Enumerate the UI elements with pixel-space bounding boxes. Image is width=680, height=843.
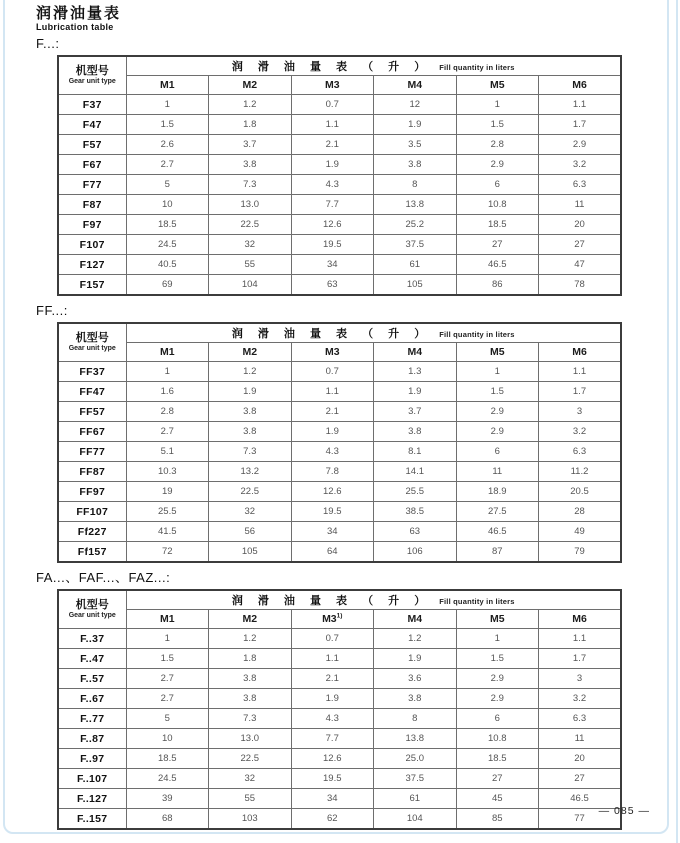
fill-quantity-value: 3.7 — [374, 402, 457, 422]
fill-quantity-value: 34 — [291, 789, 374, 809]
fill-quantity-value: 0.7 — [291, 95, 374, 115]
fill-quantity-value: 2.9 — [456, 422, 539, 442]
table-row — [58, 255, 621, 275]
column-header-m3: M3$^{1)}$ — [291, 610, 374, 629]
fill-quantity-label-en: Fill quantity in liters — [439, 330, 515, 339]
section-f — [36, 36, 680, 296]
fill-quantity-value: 22.5 — [209, 215, 292, 235]
fill-quantity-value: 2.1 — [291, 135, 374, 155]
fill-quantity-value: 14.1 — [374, 462, 457, 482]
table-row — [58, 422, 621, 442]
fill-quantity-value: 22.5 — [209, 482, 292, 502]
fill-quantity-value: 24.5 — [126, 769, 209, 789]
fill-quantity-value: 39 — [126, 789, 209, 809]
gear-unit-type-label-zh: 机型号 — [75, 65, 109, 77]
fill-quantity-value: 45 — [456, 789, 539, 809]
lubrication-table-fa — [57, 589, 622, 830]
fill-quantity-value: 37.5 — [374, 769, 457, 789]
gear-unit-type-label-en: Gear unit type — [68, 345, 116, 352]
section-label: FF...: — [36, 303, 68, 318]
fill-quantity-value: 3.8 — [209, 689, 292, 709]
fill-quantity-value: 2.9 — [456, 689, 539, 709]
fill-quantity-value: 40.5 — [126, 255, 209, 275]
fill-quantity-value: 55 — [209, 789, 292, 809]
fill-quantity-value: 64 — [291, 542, 374, 563]
fill-quantity-value: 0.7 — [291, 362, 374, 382]
fill-quantity-value: 1.9 — [291, 422, 374, 442]
fill-quantity-value: 55 — [209, 255, 292, 275]
fill-quantity-value: 1 — [456, 629, 539, 649]
fill-quantity-value: 63 — [291, 275, 374, 296]
fill-quantity-value: 32 — [209, 235, 292, 255]
page-subtitle: Lubrication table — [36, 22, 114, 32]
table-row — [58, 482, 621, 502]
fill-quantity-value: 1.3 — [374, 362, 457, 382]
gear-unit-type-label-zh: 机型号 — [75, 599, 109, 611]
gear-unit-model: FF37 — [58, 362, 126, 382]
fill-quantity-value: 13.2 — [209, 462, 292, 482]
fill-quantity-value: 2.8 — [456, 135, 539, 155]
fill-quantity-value: 1 — [126, 362, 209, 382]
fill-quantity-value: 2.7 — [126, 689, 209, 709]
table-row — [58, 175, 621, 195]
fill-quantity-value: 25.5 — [126, 502, 209, 522]
fill-quantity-value: 22.5 — [209, 749, 292, 769]
fill-quantity-label-zh: 润 滑 油 量 表 （ 升 ） — [231, 595, 432, 607]
fill-quantity-value: 3.2 — [539, 422, 622, 442]
fill-quantity-value: 1.1 — [291, 649, 374, 669]
fill-quantity-value: 12.6 — [291, 482, 374, 502]
fill-quantity-value: 6 — [456, 175, 539, 195]
fill-quantity-value: 4.3 — [291, 442, 374, 462]
gear-unit-model: F..57 — [58, 669, 126, 689]
fill-quantity-value: 10 — [126, 195, 209, 215]
fill-quantity-value: 4.3 — [291, 709, 374, 729]
column-header-m6: M6 — [539, 610, 622, 629]
table-row — [58, 362, 621, 382]
fill-quantity-value: 1.2 — [209, 629, 292, 649]
fill-quantity-value: 2.9 — [456, 669, 539, 689]
table-row — [58, 155, 621, 175]
table-row — [58, 649, 621, 669]
fill-quantity-value: 3 — [539, 402, 622, 422]
fill-quantity-value: 27 — [456, 235, 539, 255]
fill-quantity-value: 104 — [209, 275, 292, 296]
table-row — [58, 95, 621, 115]
fill-quantity-value: 5 — [126, 709, 209, 729]
column-header-row — [58, 610, 621, 629]
fill-quantity-label-zh: 润 滑 油 量 表 （ 升 ） — [231, 328, 432, 340]
gear-unit-model: F..127 — [58, 789, 126, 809]
fill-quantity-value: 11.2 — [539, 462, 622, 482]
fill-quantity-value: 2.7 — [126, 422, 209, 442]
fill-quantity-value: 27 — [539, 235, 622, 255]
table-row — [58, 275, 621, 296]
fill-quantity-value: 86 — [456, 275, 539, 296]
fill-quantity-value: 27.5 — [456, 502, 539, 522]
fill-quantity-value: 19 — [126, 482, 209, 502]
column-header-m2: M2 — [209, 610, 292, 629]
fill-quantity-value: 1.8 — [209, 649, 292, 669]
fill-quantity-value: 105 — [209, 542, 292, 563]
table-row — [58, 115, 621, 135]
fill-quantity-value: 1.7 — [539, 649, 622, 669]
fill-quantity-value: 3.8 — [374, 689, 457, 709]
column-header-m5: M5 — [456, 343, 539, 362]
gear-unit-model: F..157 — [58, 809, 126, 830]
lubrication-table-f — [57, 55, 622, 296]
lubrication-table-ff — [57, 322, 622, 563]
gear-unit-model: F67 — [58, 155, 126, 175]
fill-quantity-value: 34 — [291, 255, 374, 275]
fill-quantity-value: 3.6 — [374, 669, 457, 689]
fill-quantity-value: 104 — [374, 809, 457, 830]
fill-quantity-value: 1.7 — [539, 115, 622, 135]
fill-quantity-value: 2.9 — [456, 155, 539, 175]
fill-quantity-value: 1.9 — [291, 155, 374, 175]
table-header-row — [58, 323, 621, 343]
fill-quantity-value: 11 — [539, 195, 622, 215]
fill-quantity-value: 7.7 — [291, 729, 374, 749]
fill-quantity-value: 3.8 — [209, 422, 292, 442]
fill-quantity-value: 10.8 — [456, 729, 539, 749]
fill-quantity-value: 46.5 — [456, 522, 539, 542]
column-header-m1: M1 — [126, 343, 209, 362]
gear-unit-model: F97 — [58, 215, 126, 235]
fill-quantity-value: 32 — [209, 769, 292, 789]
fill-quantity-value: 13.0 — [209, 729, 292, 749]
fill-quantity-value: 2.1 — [291, 402, 374, 422]
fill-quantity-value: 1.8 — [209, 115, 292, 135]
fill-quantity-value: 7.7 — [291, 195, 374, 215]
fill-quantity-value: 10.3 — [126, 462, 209, 482]
fill-quantity-value: 11 — [539, 729, 622, 749]
gear-unit-model: F47 — [58, 115, 126, 135]
table-header-row — [58, 56, 621, 76]
fill-quantity-value: 1.5 — [456, 115, 539, 135]
fill-quantity-value: 103 — [209, 809, 292, 830]
fill-quantity-value: 3.2 — [539, 155, 622, 175]
fill-quantity-value: 61 — [374, 789, 457, 809]
gear-unit-model: F..77 — [58, 709, 126, 729]
table-row — [58, 462, 621, 482]
gear-unit-model: F127 — [58, 255, 126, 275]
table-row — [58, 135, 621, 155]
column-header-m4: M4 — [374, 610, 457, 629]
table-row — [58, 502, 621, 522]
column-header-m2: M2 — [209, 343, 292, 362]
fill-quantity-value: 1.1 — [291, 382, 374, 402]
fill-quantity-value: 41.5 — [126, 522, 209, 542]
gear-unit-model: Ff157 — [58, 542, 126, 563]
table-row — [58, 789, 621, 809]
fill-quantity-value: 12 — [374, 95, 457, 115]
table-row — [58, 382, 621, 402]
fill-quantity-value: 12.6 — [291, 215, 374, 235]
fill-quantity-value: 46.5 — [539, 789, 622, 809]
fill-quantity-value: 24.5 — [126, 235, 209, 255]
fill-quantity-value: 1.5 — [126, 649, 209, 669]
fill-quantity-value: 6 — [456, 709, 539, 729]
fill-quantity-value: 1.9 — [374, 649, 457, 669]
fill-quantity-value: 38.5 — [374, 502, 457, 522]
fill-quantity-value: 1.1 — [539, 95, 622, 115]
page-number: — 085 — — [598, 805, 650, 817]
fill-quantity-value: 2.9 — [539, 135, 622, 155]
fill-quantity-value: 6 — [456, 442, 539, 462]
table-row — [58, 689, 621, 709]
table-row — [58, 215, 621, 235]
fill-quantity-value: 69 — [126, 275, 209, 296]
fill-quantity-value: 1.5 — [456, 649, 539, 669]
fill-quantity-value: 25.2 — [374, 215, 457, 235]
column-header-m6: M6 — [539, 343, 622, 362]
fill-quantity-value: 1.6 — [126, 382, 209, 402]
table-row — [58, 769, 621, 789]
fill-quantity-value: 1.9 — [291, 689, 374, 709]
fill-quantity-value: 34 — [291, 522, 374, 542]
gear-unit-model: FF107 — [58, 502, 126, 522]
column-header-m3: M3 — [291, 343, 374, 362]
fill-quantity-value: 61 — [374, 255, 457, 275]
fill-quantity-value: 1.1 — [539, 362, 622, 382]
fill-quantity-value: 5.1 — [126, 442, 209, 462]
gear-unit-type-label-zh: 机型号 — [75, 332, 109, 344]
table-row — [58, 749, 621, 769]
table-row — [58, 235, 621, 255]
gear-unit-model: F..97 — [58, 749, 126, 769]
gear-unit-type-header — [58, 56, 126, 95]
fill-quantity-value: 1.9 — [374, 382, 457, 402]
fill-quantity-value: 19.5 — [291, 235, 374, 255]
gear-unit-model: F107 — [58, 235, 126, 255]
table-row — [58, 542, 621, 563]
column-header-m3: M3 — [291, 76, 374, 95]
fill-quantity-value: 1.9 — [209, 382, 292, 402]
fill-quantity-value: 85 — [456, 809, 539, 830]
fill-quantity-value: 20.5 — [539, 482, 622, 502]
fill-quantity-value: 18.9 — [456, 482, 539, 502]
fill-quantity-value: 28 — [539, 502, 622, 522]
fill-quantity-value: 106 — [374, 542, 457, 563]
fill-quantity-value: 1.9 — [374, 115, 457, 135]
fill-quantity-value: 2.9 — [456, 402, 539, 422]
fill-quantity-value: 7.3 — [209, 709, 292, 729]
fill-quantity-value: 1.2 — [209, 95, 292, 115]
fill-quantity-label-zh: 润 滑 油 量 表 （ 升 ） — [231, 61, 432, 73]
fill-quantity-value: 2.7 — [126, 669, 209, 689]
gear-unit-model: F..37 — [58, 629, 126, 649]
fill-quantity-value: 13.8 — [374, 729, 457, 749]
fill-quantity-value: 3.8 — [209, 155, 292, 175]
fill-quantity-value: 11 — [456, 462, 539, 482]
fill-quantity-value: 87 — [456, 542, 539, 563]
fill-quantity-value: 2.6 — [126, 135, 209, 155]
fill-quantity-value: 27 — [539, 769, 622, 789]
fill-quantity-value: 1.5 — [126, 115, 209, 135]
gear-unit-model: FF87 — [58, 462, 126, 482]
fill-quantity-value: 18.5 — [126, 749, 209, 769]
gear-unit-model: F37 — [58, 95, 126, 115]
fill-quantity-header — [126, 590, 621, 610]
fill-quantity-value: 68 — [126, 809, 209, 830]
fill-quantity-value: 19.5 — [291, 502, 374, 522]
gear-unit-model: F..67 — [58, 689, 126, 709]
table-row — [58, 442, 621, 462]
fill-quantity-header — [126, 56, 621, 76]
fill-quantity-value: 3.2 — [539, 689, 622, 709]
fill-quantity-value: 18.5 — [456, 215, 539, 235]
fill-quantity-value: 6.3 — [539, 175, 622, 195]
fill-quantity-value: 1.1 — [291, 115, 374, 135]
gear-unit-model: F157 — [58, 275, 126, 296]
gear-unit-model: F57 — [58, 135, 126, 155]
fill-quantity-value: 3.7 — [209, 135, 292, 155]
fill-quantity-value: 8.1 — [374, 442, 457, 462]
gear-unit-type-header — [58, 590, 126, 629]
fill-quantity-value: 8 — [374, 709, 457, 729]
section-ff — [36, 303, 680, 563]
fill-quantity-value: 20 — [539, 749, 622, 769]
section-label: FA...、FAF...、FAZ...: — [36, 570, 171, 585]
column-header-m4: M4 — [374, 76, 457, 95]
fill-quantity-value: 1.2 — [374, 629, 457, 649]
fill-quantity-value: 1.2 — [209, 362, 292, 382]
fill-quantity-value: 3.8 — [374, 155, 457, 175]
table-body — [58, 629, 621, 830]
fill-quantity-value: 3.5 — [374, 135, 457, 155]
fill-quantity-value: 47 — [539, 255, 622, 275]
fill-quantity-value: 7.8 — [291, 462, 374, 482]
fill-quantity-value: 1 — [456, 362, 539, 382]
gear-unit-model: FF77 — [58, 442, 126, 462]
gear-unit-model: FF67 — [58, 422, 126, 442]
fill-quantity-value: 37.5 — [374, 235, 457, 255]
fill-quantity-value: 8 — [374, 175, 457, 195]
column-header-m5: M5 — [456, 76, 539, 95]
column-header-m1: M1 — [126, 76, 209, 95]
fill-quantity-value: 25.5 — [374, 482, 457, 502]
fill-quantity-value: 19.5 — [291, 769, 374, 789]
fill-quantity-value: 56 — [209, 522, 292, 542]
fill-quantity-value: 10.8 — [456, 195, 539, 215]
page-title: 润滑油量表 — [36, 5, 122, 22]
fill-quantity-value: 18.5 — [456, 749, 539, 769]
column-header-m2: M2 — [209, 76, 292, 95]
fill-quantity-value: 7.3 — [209, 175, 292, 195]
column-header-m4: M4 — [374, 343, 457, 362]
fill-quantity-value: 10 — [126, 729, 209, 749]
fill-quantity-value: 1 — [126, 95, 209, 115]
gear-unit-model: FF97 — [58, 482, 126, 502]
column-header-m6: M6 — [539, 76, 622, 95]
gear-unit-model: FF57 — [58, 402, 126, 422]
column-header-m5: M5 — [456, 610, 539, 629]
fill-quantity-value: 3.8 — [209, 402, 292, 422]
gear-unit-type-header — [58, 323, 126, 362]
fill-quantity-value: 3 — [539, 669, 622, 689]
fill-quantity-value: 1 — [456, 95, 539, 115]
fill-quantity-label-en: Fill quantity in liters — [439, 63, 515, 72]
fill-quantity-value: 2.8 — [126, 402, 209, 422]
fill-quantity-value: 1.5 — [456, 382, 539, 402]
table-row — [58, 629, 621, 649]
fill-quantity-value: 1.1 — [539, 629, 622, 649]
gear-unit-model: F..107 — [58, 769, 126, 789]
fill-quantity-value: 25.0 — [374, 749, 457, 769]
gear-unit-type-label-en: Gear unit type — [68, 78, 116, 85]
fill-quantity-value: 1.7 — [539, 382, 622, 402]
table-body — [58, 362, 621, 563]
fill-quantity-value: 46.5 — [456, 255, 539, 275]
fill-quantity-value: 32 — [209, 502, 292, 522]
gear-unit-type-label-en: Gear unit type — [68, 612, 116, 619]
fill-quantity-value: 2.7 — [126, 155, 209, 175]
fill-quantity-value: 6.3 — [539, 442, 622, 462]
table-row — [58, 402, 621, 422]
table-row — [58, 709, 621, 729]
column-header-m1: M1 — [126, 610, 209, 629]
fill-quantity-value: 79 — [539, 542, 622, 563]
gear-unit-model: F..47 — [58, 649, 126, 669]
fill-quantity-value: 62 — [291, 809, 374, 830]
gear-unit-model: F87 — [58, 195, 126, 215]
table-row — [58, 669, 621, 689]
fill-quantity-value: 3.8 — [209, 669, 292, 689]
table-row — [58, 522, 621, 542]
fill-quantity-value: 49 — [539, 522, 622, 542]
section-label: F...: — [36, 36, 60, 51]
gear-unit-model: Ff227 — [58, 522, 126, 542]
section-fa-faf-faz — [36, 570, 680, 830]
table-row — [58, 729, 621, 749]
fill-quantity-value: 72 — [126, 542, 209, 563]
column-header-row — [58, 76, 621, 95]
fill-quantity-value: 105 — [374, 275, 457, 296]
column-header-row — [58, 343, 621, 362]
table-header-row — [58, 590, 621, 610]
fill-quantity-value: 7.3 — [209, 442, 292, 462]
fill-quantity-value: 0.7 — [291, 629, 374, 649]
fill-quantity-value: 20 — [539, 215, 622, 235]
fill-quantity-value: 77 — [539, 809, 622, 830]
fill-quantity-value: 5 — [126, 175, 209, 195]
fill-quantity-value: 13.8 — [374, 195, 457, 215]
fill-quantity-value: 27 — [456, 769, 539, 789]
fill-quantity-value: 12.6 — [291, 749, 374, 769]
fill-quantity-value: 13.0 — [209, 195, 292, 215]
fill-quantity-label-en: Fill quantity in liters — [439, 597, 515, 606]
fill-quantity-value: 6.3 — [539, 709, 622, 729]
fill-quantity-value: 78 — [539, 275, 622, 296]
fill-quantity-value: 4.3 — [291, 175, 374, 195]
fill-quantity-value: 63 — [374, 522, 457, 542]
fill-quantity-value: 2.1 — [291, 669, 374, 689]
table-row — [58, 809, 621, 830]
fill-quantity-header — [126, 323, 621, 343]
fill-quantity-value: 18.5 — [126, 215, 209, 235]
gear-unit-model: F77 — [58, 175, 126, 195]
fill-quantity-value: 1 — [126, 629, 209, 649]
gear-unit-model: F..87 — [58, 729, 126, 749]
table-row — [58, 195, 621, 215]
fill-quantity-value: 3.8 — [374, 422, 457, 442]
gear-unit-model: FF47 — [58, 382, 126, 402]
table-body — [58, 95, 621, 296]
